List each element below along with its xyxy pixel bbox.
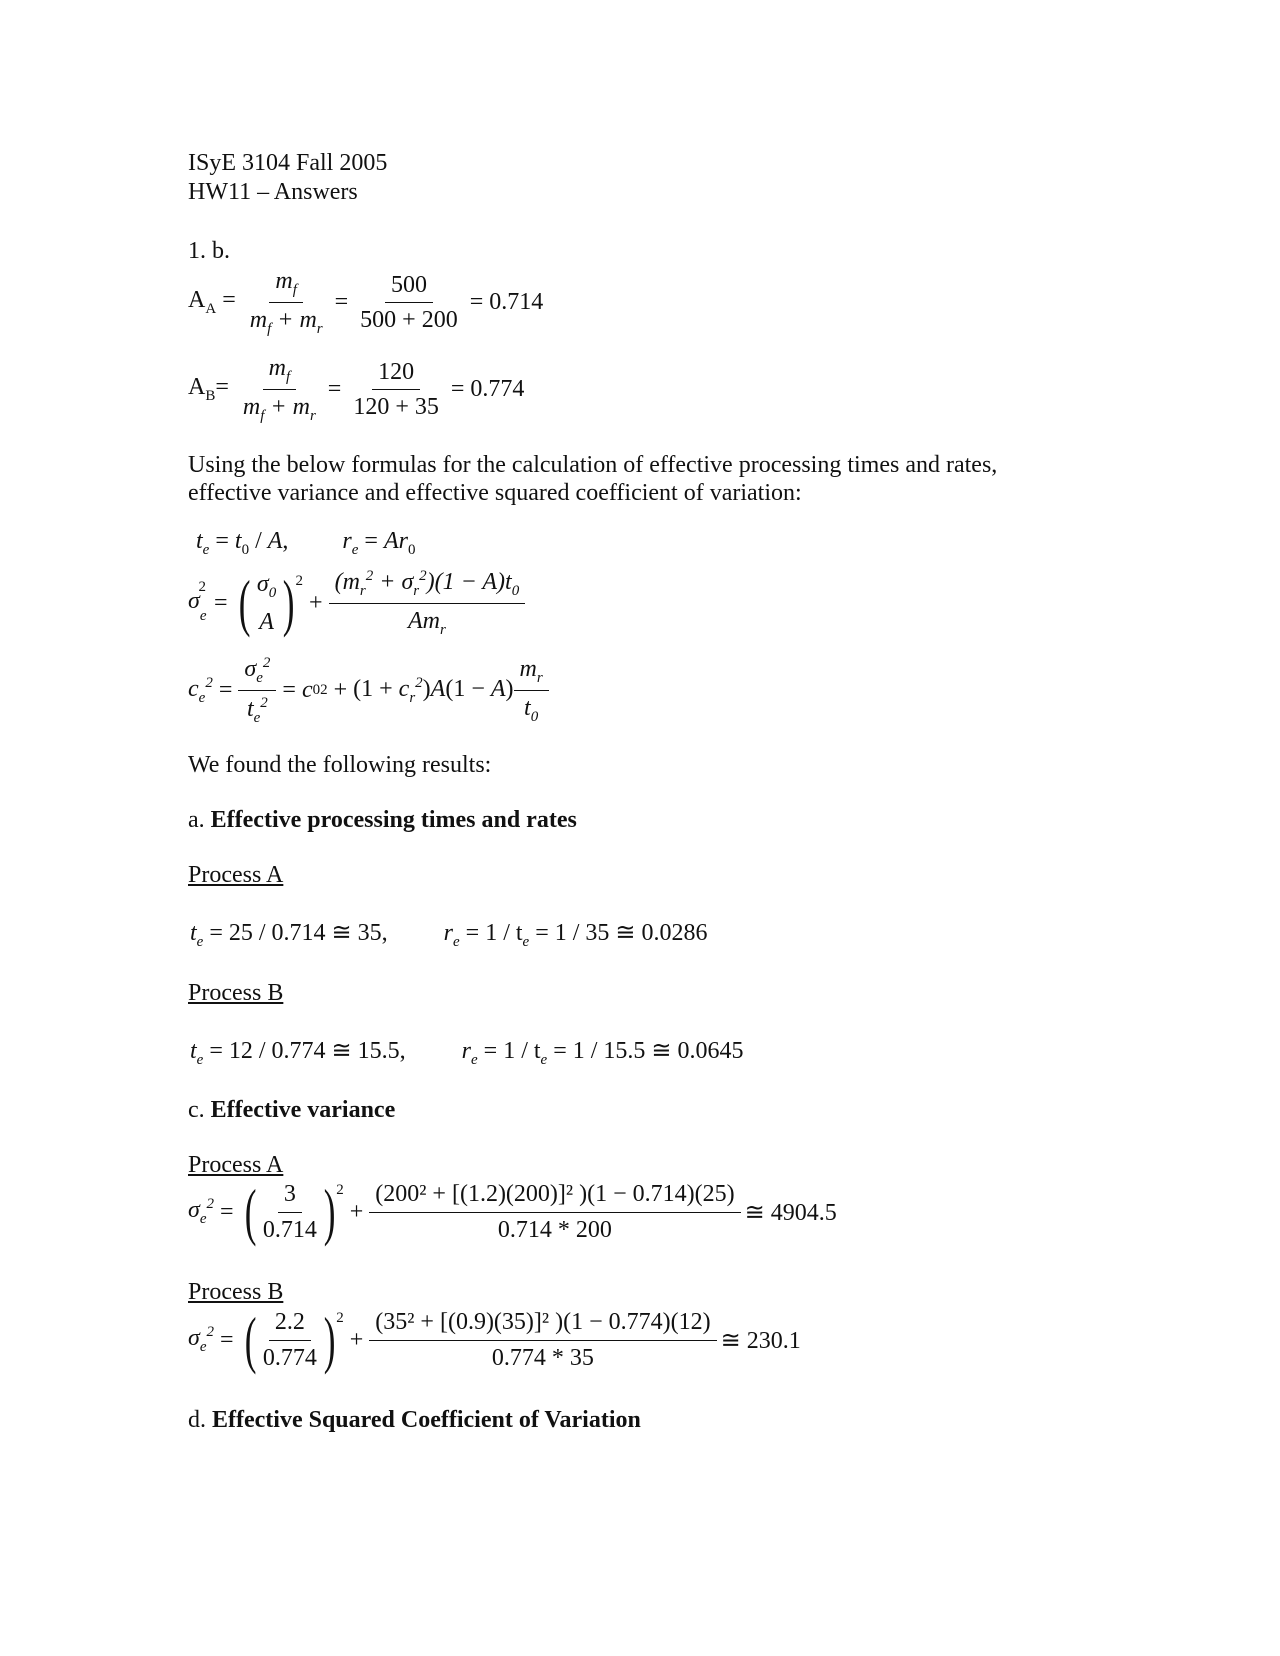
variance-process-b-label: Process B [188,1279,284,1305]
variance-a-result: ≅ 4904.5 [744,1199,837,1226]
availability-a-label: $A_A$ = [188,287,236,318]
variance-process-a-formula: $\sigma_e^2$ = ( $\frac{3}{0.714}$ ) $^2$ + $\frac{\text{(200² + [(1.2)(200)]² )(1 − 0.714)(25)}}{0.714 * 200}$ ≅ 4904.5 [188,1176,837,1247]
section-a-heading: a. Effective processing times and rates [188,807,577,833]
process-a-label: Process A [188,862,284,888]
page-title: HW11 – Answers [188,179,358,205]
availability-b-formula: $A_B=$ $\frac{m_f}{m_f + m_r}$ = $\frac{120}{120 + 35}$ = 0.774 [188,355,525,425]
formula-effective-scv: $c_e^2$ = $\frac{\sigma_e^2}{t_e^2}$ = c 0 2 + $(1 + c_r^2)A(1 - A)$ $\frac{m_r}{t_0}$ [188,655,549,727]
process-a-times: $t_e = 25 / 0.714$ ≅ 35, $r_e = 1 / t_e = 1 / 35$ ≅ 0.0286 [190,920,708,950]
variance-process-a-label: Process A [188,1152,284,1178]
process-b-times: $t_e = 12 / 0.774$ ≅ 15.5, $r_e = 1 / t_e = 1 / 15.5$ ≅ 0.0645 [190,1038,744,1068]
mf-fraction: $\frac{m_f}{m_f + m_r}$ [249,268,323,338]
process-b-label: Process B [188,980,284,1006]
availability-a-formula: $A_A$ = $\frac{m_f}{m_f + m_r}$ = $\frac{500}{500 + 200}$ = 0.714 [188,268,544,338]
availability-a-fraction: $\frac{500}{500 + 200}$ [360,271,458,334]
availability-a-result: = 0.714 [469,289,544,316]
question-label: 1. b. [188,238,230,264]
variance-b-result: ≅ 230.1 [720,1327,801,1354]
availability-b-fraction: $\frac{120}{120 + 35}$ [353,358,439,421]
intro-line-1: Using the below formulas for the calculation of effective processing times and rates, [188,452,998,478]
variance-process-b-formula: $\sigma_e^2$ = ( $\frac{2.2}{0.774}$ ) $^2$ + $\frac{\text{(35² + [(0.9)(35)]² )(1 − 0.774)(12)}}{0.774 * 35}$ ≅ 230.1 [188,1304,801,1375]
results-intro: We found the following results: [188,752,492,778]
course-title: ISyE 3104 Fall 2005 [188,150,388,176]
section-d-heading: d. Effective Squared Coefficient of Variation [188,1407,641,1433]
formula-effective-variance: $\sigma_e^2$ = ( $\sigma_0$ A ) $^2$ + $\frac{(m_r^2 + \sigma_r^2)(1 - A)t_0}{Am_r}$ [188,568,525,639]
section-c-heading: c. Effective variance [188,1097,396,1123]
mf-fraction: $\frac{m_f}{m_f + m_r}$ [242,355,316,425]
availability-b-label: $A_B=$ [188,374,229,405]
formula-te-re: $t_e = t_0 / A$, $r_e = Ar_0$ [196,528,416,558]
availability-b-result: = 0.774 [450,376,525,403]
intro-line-2: effective variance and effective squared coefficient of variation: [188,480,802,506]
